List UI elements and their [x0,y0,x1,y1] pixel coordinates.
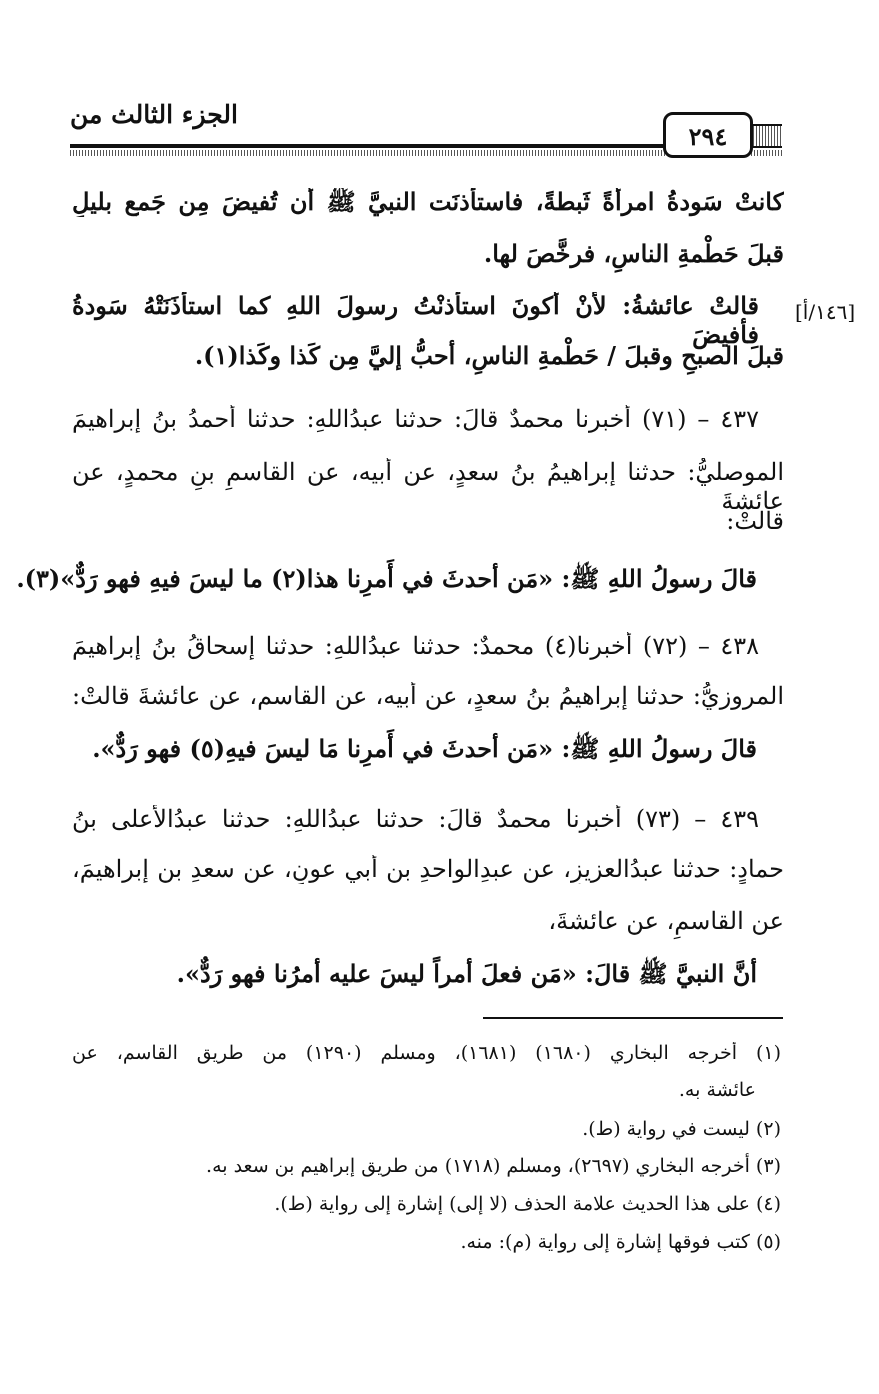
body-line: قالتْ عائشةُ: لأَنْ أَكونَ استأْذنْتُ رسولَ اللهِ كما استأْذَنَتْهُ سَودةُ فأفيضَ [72,292,759,349]
footnote: (٥) كتب فوقها إشارة إلى رواية (م): منه. [460,1231,781,1253]
footnote: (٢) ليست في رواية (ط). [582,1118,781,1140]
footnote-separator [483,1017,783,1019]
page-header [70,100,782,170]
hadith-437-matn: قالَ رسولُ اللهِ ﷺ: «مَن أحدثَ في أَمرِنا هذا(٢) ما ليسَ فيهِ فهو رَدٌّ»(٣). [16,564,757,593]
hadith-437-line: الموصليُّ: حدثنا إبراهيمُ بنُ سعدٍ، عن أبيه، عن القاسمِ بنِ محمدٍ، عن عائشةَ [72,458,784,515]
hadith-439-line: حمادٍ: حدثنا عبدُالعزيزِ، عن عبدِالواحدِ بنِ أبي عونٍ، عن سعدِ بنِ إبراهيمَ، [72,855,784,883]
footnote: (٤) على هذا الحديث علامة الحذف (لا إلى) إشارة إلى رواية (ط). [274,1193,781,1215]
body-line: قبلَ حَطْمةِ الناسِ، فرخَّصَ لها. [483,239,784,268]
margin-manuscript-ref: [١٤٦/أ] [795,300,856,324]
body-line: قبلَ الصبحِ وقبلَ / حَطْمةِ الناسِ، أحبُّ إليَّ مِن كَذا وكَذا(١). [194,341,784,370]
hadith-438-line: ٤٣٨ – (٧٢) أخبرنا(٤) محمدٌ: حدثنا عبدُاللهِ: حدثنا إسحاقُ بنُ إبراهيمَ [72,632,759,660]
hadith-439-matn: أنَّ النبيَّ ﷺ قالَ: «مَن فعلَ أمراً ليسَ عليه أمرُنا فهو رَدٌّ». [176,959,757,988]
page-number: ٢٩٤ [663,112,753,158]
hadith-438-line: المروزيُّ: حدثنا إبراهيمُ بنُ سعدٍ، عن أبيه، عن القاسمِ، عن عائشةَ قالتْ: [72,682,784,710]
hadith-439-line: ٤٣٩ – (٧٣) أخبرنا محمدٌ قالَ: حدثنا عبدُاللهِ: حدثنا عبدُالأعلى بنُ [72,805,759,833]
hadith-438-matn: قالَ رسولُ اللهِ ﷺ: «مَن أحدثَ في أَمرِنا مَا ليسَ فيهِ(٥) فهو رَدٌّ». [92,734,757,763]
footnote-continuation: عائشة به. [678,1079,756,1101]
footnote: (١) أخرجه البخاري (١٦٨٠) (١٦٨١)، ومسلم (١٢٩٠) من طريق القاسم، عن [72,1042,781,1064]
page-number-box-ear [753,124,782,148]
hadith-439-line: عن القاسمِ، عن عائشةَ، [548,907,784,935]
body-line: كانتْ سَودةُ امرأةً ثَبطةً، فاستأْذنَت النبيَّ ﷺ أَن تُفيضَ مِن جَمعٍ بليلٍ [72,188,784,216]
footnote: (٣) أخرجه البخاري (٢٦٩٧)، ومسلم (١٧١٨) من طريق إبراهيم بن سعد به. [206,1155,781,1177]
hadith-437-line: ٤٣٧ – (٧١) أخبرنا محمدٌ قالَ: حدثنا عبدُاللهِ: حدثنا أحمدُ بنُ إبراهيمَ [72,405,759,433]
hadith-437-line: قالتْ: [726,507,784,535]
running-title: الجزء الثالث من [70,100,238,129]
